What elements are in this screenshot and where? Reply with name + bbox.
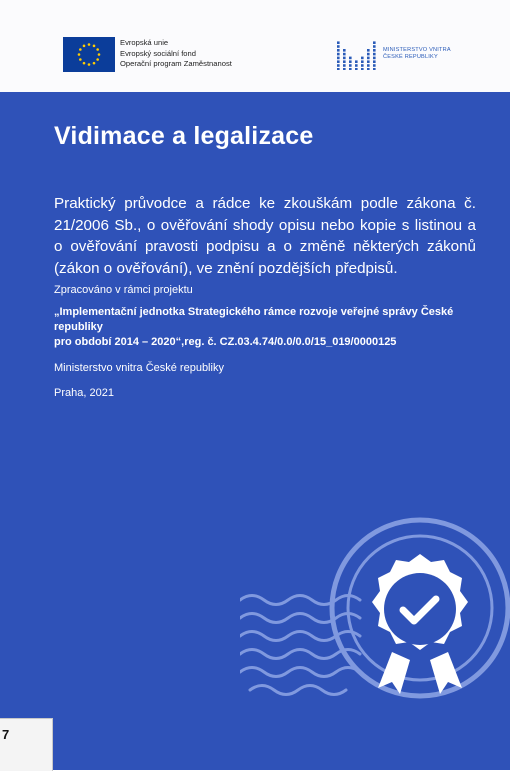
ministry-logo-dot — [361, 60, 364, 63]
ministry-logo-dot — [367, 53, 370, 56]
ministry-logo-dot — [343, 57, 346, 60]
ministry-logo-dot — [337, 64, 340, 67]
logo-header — [0, 0, 510, 92]
eu-star-icon — [78, 53, 81, 56]
ministry-logo-dot — [361, 57, 364, 60]
ministry-logo-dot — [373, 45, 376, 48]
ministry-logo-dot — [373, 53, 376, 56]
eu-line: Operační program Zaměstnanost — [120, 59, 232, 68]
ministry-name — [383, 47, 451, 61]
eu-star-icon — [83, 62, 86, 65]
ministry-logo-dot — [373, 41, 376, 44]
eu-flag-icon — [63, 37, 115, 72]
eu-line: Evropská unie — [120, 38, 169, 47]
ministry-logo-dot — [337, 60, 340, 63]
publisher: Ministerstvo vnitra České republiky — [54, 362, 224, 374]
ministry-logo-dot — [337, 41, 340, 44]
place-year: Praha, 2021 — [54, 387, 114, 399]
eu-star-icon — [98, 53, 101, 56]
ministry-logo-dot — [343, 49, 346, 52]
ministry-logo-dot — [343, 60, 346, 63]
ministry-logo-dot — [361, 64, 364, 67]
ministry-logo-dot — [337, 49, 340, 52]
project-name — [54, 305, 494, 350]
ministry-logo-dot — [349, 60, 352, 63]
ministry-logo-dot — [343, 53, 346, 56]
eu-star-icon — [88, 63, 91, 66]
ministry-logo-dot — [349, 57, 352, 60]
ministry-logo-dot — [343, 64, 346, 67]
library-sticker — [0, 718, 53, 771]
prepared-note: Zpracováno v rámci projektu — [54, 284, 193, 296]
eu-star-icon — [79, 58, 82, 61]
ministry-logo-dot — [343, 68, 346, 70]
ministry-logo-dot — [349, 68, 352, 70]
ministry-logo-dot — [337, 57, 340, 60]
ministry-logo-dot — [337, 53, 340, 56]
eu-star-icon — [96, 58, 99, 61]
eu-star-icon — [79, 48, 82, 51]
ministry-logo-dot — [373, 49, 376, 52]
eu-star-icon — [96, 48, 99, 51]
ministry-logo-dot — [373, 60, 376, 63]
ministry-logo-dot — [373, 57, 376, 60]
ministry-logo-dot — [367, 49, 370, 52]
ministry-logo-dot — [355, 64, 358, 67]
sticker-label: 7 — [2, 727, 10, 742]
ministry-logo-dot — [349, 64, 352, 67]
project-line: pro období 2014 – 2020“,reg. č. CZ.03.4.74/0.0/0.0/15_019/0000125 — [54, 336, 397, 348]
ministry-logo-dot — [355, 60, 358, 63]
eu-star-icon — [88, 43, 91, 46]
project-line: „Implementační jednotka Strategického rámce rozvoje veřejné správy České republiky — [54, 306, 454, 333]
ministry-logo-dot — [373, 64, 376, 67]
page-title: Vidimace a legalizace — [54, 122, 314, 150]
ministry-logo-dot — [367, 64, 370, 67]
eu-star-icon — [83, 45, 86, 48]
ministry-logo-dot — [337, 68, 340, 70]
eu-star-icon — [93, 62, 96, 65]
ministry-logo-dot — [355, 68, 358, 70]
eu-star-icon — [93, 45, 96, 48]
verified-badge-icon — [240, 512, 510, 770]
eu-line: Evropský sociální fond — [120, 48, 196, 58]
ministry-logo-dot — [367, 57, 370, 60]
ministry-logo-dot — [337, 45, 340, 48]
cover-panel — [0, 92, 510, 770]
ministry-logo-dot — [361, 68, 364, 70]
ministry-line: ČESKÉ REPUBLIKY — [383, 54, 438, 60]
ministry-logo-icon — [336, 38, 378, 70]
ministry-logo-dot — [373, 68, 376, 70]
ministry-logo-dot — [367, 60, 370, 63]
ministry-logo-dot — [367, 68, 370, 70]
ministry-line: MINISTERSTVO VNITRA — [383, 47, 451, 53]
eu-programme-text — [120, 38, 232, 70]
subtitle: Praktický průvodce a rádce ke zkouškám podle zákona č. 21/2006 Sb., o ověřování shody opisu nebo kopie s listinou a o ověřování pravosti podpisu a o změně některých zákonů (zákon o ověřování), ve znění pozdějších předpisů. — [54, 195, 476, 277]
